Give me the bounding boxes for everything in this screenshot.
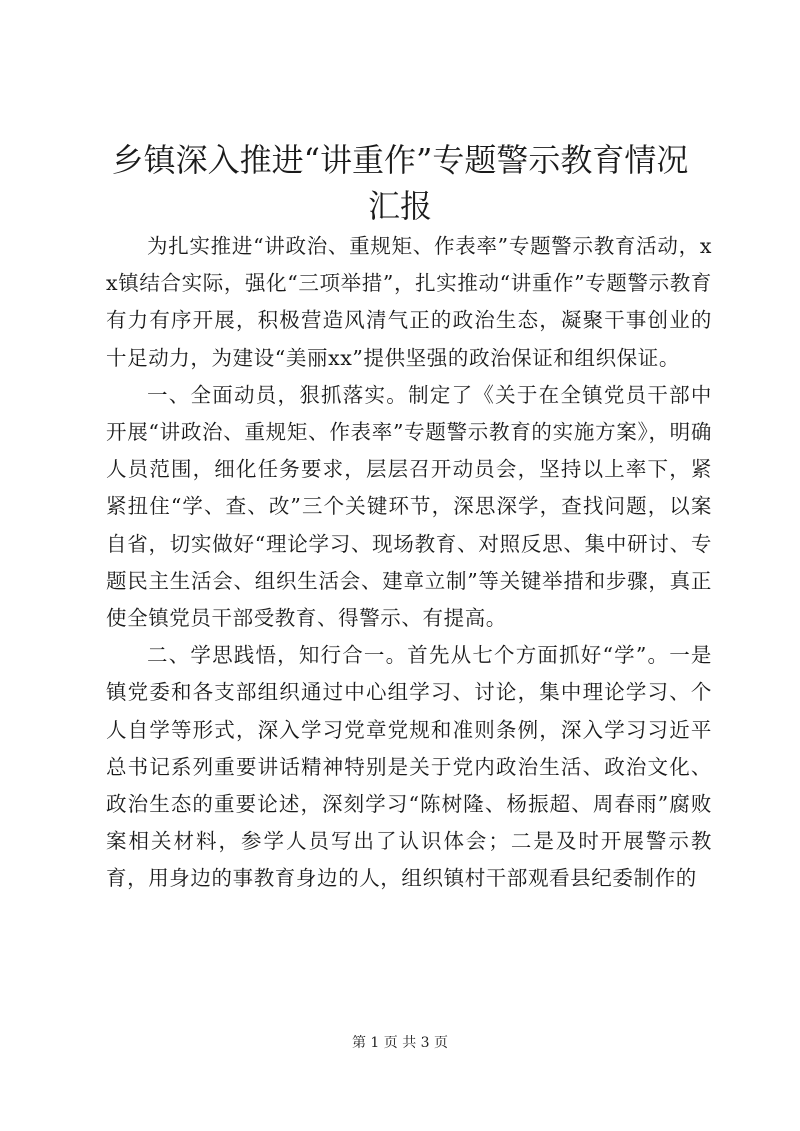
document-body [106,228,712,898]
paragraph-intro: 为扎实推进“讲政治、重规矩、作表率”专题警示教育活动，xx镇结合实际，强化“三项举措”，扎实推动“讲重作”专题警示教育有力有序开展，积极营造风清气正的政治生态，凝聚干事创业的十足动力，为建设“美丽xx”提供坚强的政治保证和组织保证。 [106,234,712,370]
paragraph-section-two: 二、学思践悟，知行合一。首先从七个方面抓好“学”。一是镇党委和各支部组织通过中心组学习、讨论，集中理论学习、个人自学等形式，深入学习党章党规和准则条例，深入学习习近平总书记系列重要讲话精神特别是关于党内政治生活、政治文化、政治生态的重要论述，深刻学习“陈树隆、杨振超、周春雨”腐败案相关材料，参学人员写出了认识体会；二是及时开展警示教育，用身边的事教育身边的人，组织镇村干部观看县纪委制作的 [106,643,712,891]
document-title: 乡镇深入推进“讲重作”专题警示教育情况汇报 [111,141,689,225]
page-footer: 第 1 页 共 3 页 [351,1035,449,1051]
paragraph-section-one: 一、全面动员，狠抓落实。制定了《关于在全镇党员干部中开展“讲政治、重规矩、作表率”专题警示教育的实施方案》，明确人员范围，细化任务要求，层层召开动员会，坚持以上率下，紧紧扭住“学、查、改”三个关键环节，深思深学，查找问题，以案自省，切实做好“理论学习、现场教育、对照反思、集中研讨、专题民主生活会、组织生活会、建章立制”等关键举措和步骤，真正使全镇党员干部受教育、得警示、有提高。 [106,382,712,631]
